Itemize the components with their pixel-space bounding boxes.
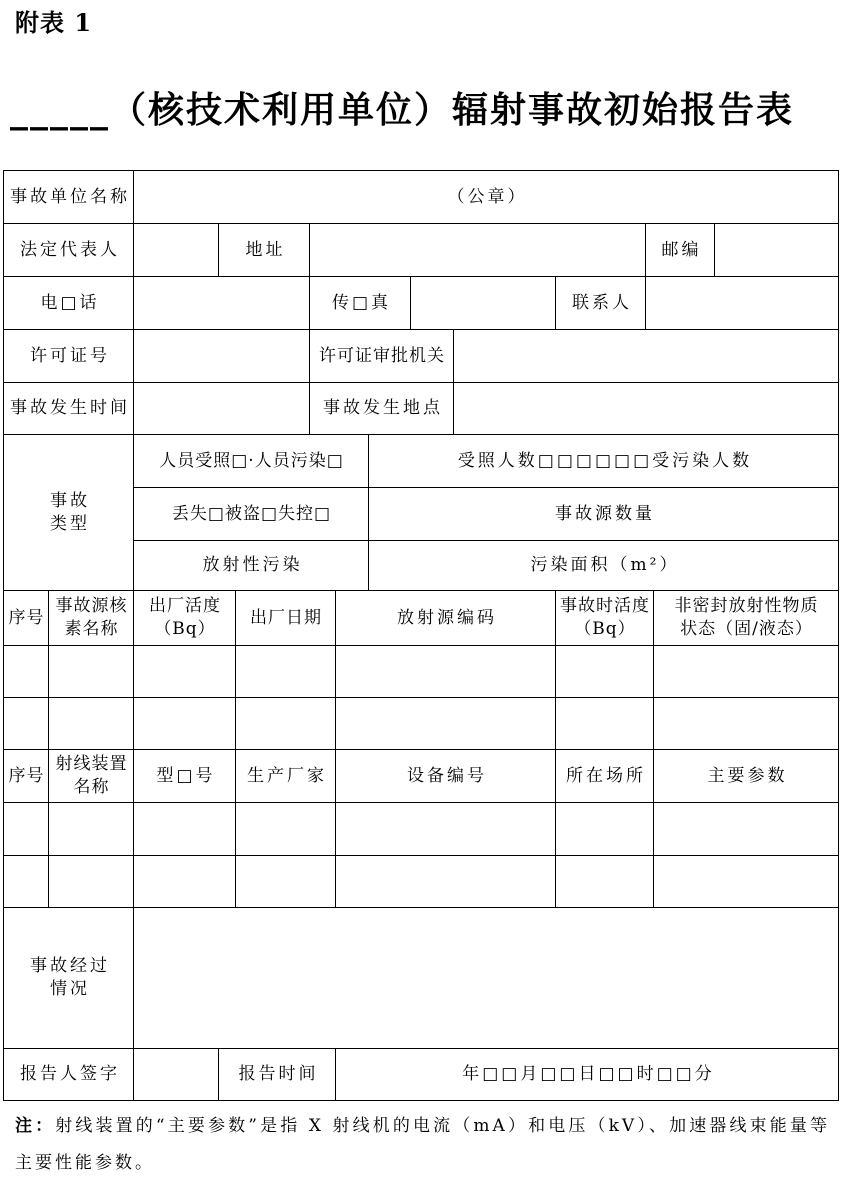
device-table-header <box>4 750 839 803</box>
table-cell <box>4 803 49 856</box>
table-cell <box>134 698 236 750</box>
source-col-factory-date: 出厂日期 <box>236 591 336 646</box>
footnote-text: 射线装置的“主要参数”是指 X 射线机的电流（mA）和电压（kV）、加速器线束能量等主要性能参数。 <box>15 1116 831 1173</box>
unit-name-label: 事故单位名称 <box>4 171 134 224</box>
table-cell <box>336 646 556 698</box>
footnote <box>15 1108 830 1182</box>
source-col-accident-activity: 事故时活度 （Bq） <box>556 591 654 646</box>
table-cell <box>49 698 134 750</box>
table-cell <box>134 856 236 908</box>
accident-time-label: 事故发生时间 <box>4 383 134 435</box>
table-cell <box>336 856 556 908</box>
report-time-field: 年□□月□□日□□时□□分 <box>336 1049 839 1101</box>
contamination-option: 放射性污染 <box>134 541 369 591</box>
accident-time-place-row <box>4 383 839 435</box>
device-col-model: 型□号 <box>134 750 236 803</box>
table-cell <box>236 803 336 856</box>
exposure-option: 人员受照□·人员污染□ <box>134 435 369 488</box>
source-col-code: 放射源编码 <box>336 591 556 646</box>
footnote-label: 注： <box>15 1116 56 1136</box>
table-cell <box>654 646 839 698</box>
table-cell <box>654 698 839 750</box>
table-cell <box>556 856 654 908</box>
device-col-name: 射线装置 名称 <box>49 750 134 803</box>
phone-label: 电□话 <box>4 277 134 330</box>
source-col-factory-activity: 出厂活度 （Bq） <box>134 591 236 646</box>
table-cell <box>654 856 839 908</box>
signature-row <box>4 1049 839 1101</box>
postcode-label: 邮编 <box>646 224 715 277</box>
table-cell <box>4 856 49 908</box>
contamination-area-field: 污染面积（m²） <box>369 541 839 591</box>
legal-rep-label: 法定代表人 <box>4 224 134 277</box>
table-cell <box>336 698 556 750</box>
table-cell <box>4 698 49 750</box>
report-time-label: 报告时间 <box>219 1049 336 1101</box>
device-col-manufacturer: 生产厂家 <box>236 750 336 803</box>
table-cell <box>556 803 654 856</box>
reporter-signature-value <box>134 1049 219 1101</box>
table-row <box>4 698 839 750</box>
contact-row <box>4 277 839 330</box>
table-cell <box>49 856 134 908</box>
table-cell <box>654 803 839 856</box>
address-value <box>310 224 646 277</box>
contact-person-label: 联系人 <box>556 277 646 330</box>
accident-report-form <box>3 170 839 1101</box>
source-col-nuclide: 事故源核 素名称 <box>49 591 134 646</box>
table-cell <box>236 646 336 698</box>
table-row <box>4 803 839 856</box>
table-cell <box>4 646 49 698</box>
postcode-value <box>715 224 839 277</box>
table-cell <box>134 803 236 856</box>
table-cell <box>236 856 336 908</box>
table-row <box>4 856 839 908</box>
legal-rep-value <box>134 224 219 277</box>
table-cell <box>49 646 134 698</box>
source-table-header <box>4 591 839 646</box>
legal-rep-row <box>4 224 839 277</box>
accident-type-label: 事故 类型 <box>4 435 134 591</box>
accident-place-label: 事故发生地点 <box>310 383 454 435</box>
address-label: 地址 <box>219 224 310 277</box>
device-col-location: 所在场所 <box>556 750 654 803</box>
accident-type-row-1 <box>4 435 839 488</box>
phone-value <box>134 277 310 330</box>
exposure-count-field: 受照人数□□□□□□受污染人数 <box>369 435 839 488</box>
device-col-parameters: 主要参数 <box>654 750 839 803</box>
fax-label: 传□真 <box>310 277 411 330</box>
device-col-serial: 设备编号 <box>336 750 556 803</box>
unit-seal-field: （公章） <box>134 171 839 224</box>
source-count-field: 事故源数量 <box>369 488 839 541</box>
accident-place-value <box>454 383 839 435</box>
table-cell <box>49 803 134 856</box>
table-cell <box>556 698 654 750</box>
table-cell <box>134 646 236 698</box>
device-col-index: 序号 <box>4 750 49 803</box>
reporter-signature-label: 报告人签字 <box>4 1049 134 1101</box>
table-cell <box>336 803 556 856</box>
source-col-index: 序号 <box>4 591 49 646</box>
unit-name-row <box>4 171 839 224</box>
license-authority-value <box>454 330 839 383</box>
table-cell <box>236 698 336 750</box>
process-row <box>4 908 839 1049</box>
fax-value <box>411 277 556 330</box>
loss-option: 丢失□被盗□失控□ <box>134 488 369 541</box>
license-row <box>4 330 839 383</box>
table-cell <box>556 646 654 698</box>
annex-label: 附表 1 <box>15 8 93 37</box>
table-row <box>4 646 839 698</box>
license-number-label: 许可证号 <box>4 330 134 383</box>
accident-time-value <box>134 383 310 435</box>
source-col-state: 非密封放射性物质 状态（固/液态） <box>654 591 839 646</box>
page-title: _____（核技术利用单位）辐射事故初始报告表 <box>10 89 795 131</box>
contact-person-value <box>646 277 839 330</box>
process-label: 事故经过 情况 <box>4 908 134 1049</box>
process-value <box>134 908 839 1049</box>
license-number-value <box>134 330 310 383</box>
license-authority-label: 许可证审批机关 <box>310 330 454 383</box>
